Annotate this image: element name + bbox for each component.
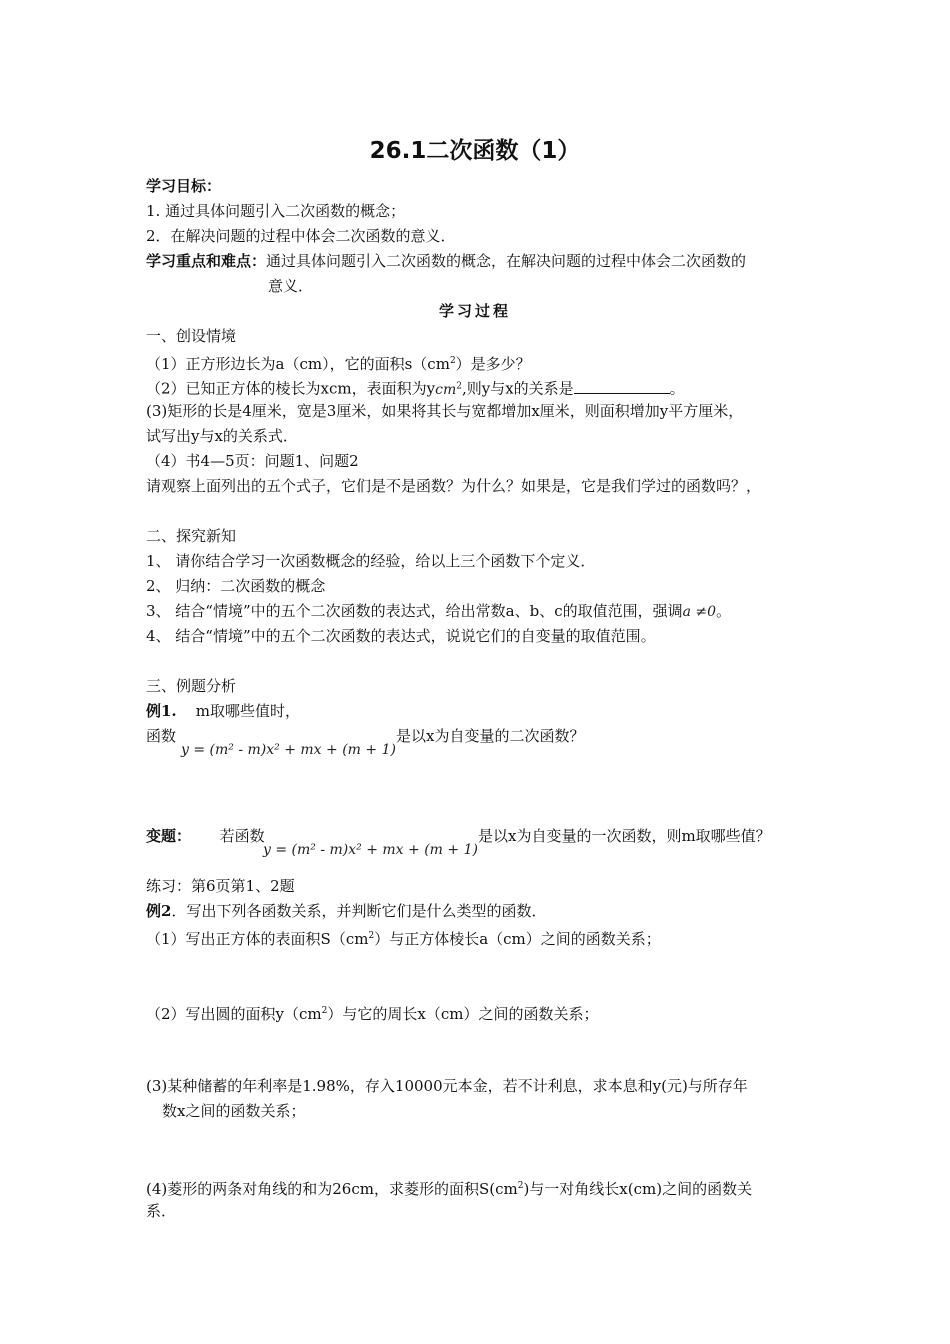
situation-q2: （2）已知正方体的棱长为xcm，表面积为ycm$^2$,则y与x的关系是 。 <box>146 379 685 398</box>
section-1-heading: 一、创设情境 <box>146 327 237 345</box>
example-2-q3-line2: 数x之间的函数关系； <box>162 1102 306 1120</box>
a-not-zero-math: a ≠0 <box>682 604 717 620</box>
variant-label: 变题： <box>146 827 192 845</box>
example-2-line: 例2．写出下列各函数关系，并判断它们是什么类型的函数． <box>146 902 547 920</box>
answer-blank[interactable] <box>574 381 670 394</box>
situation-q3-line2: 试写出y与x的关系式． <box>146 427 298 445</box>
cm-squared-math: $cm^2$ <box>435 381 462 398</box>
goal-1: 1. 通过具体问题引入二次函数的概念； <box>146 202 406 220</box>
example-1-suffix: 是以x为自变量的二次函数？ <box>396 727 585 745</box>
section-2-heading: 二、探究新知 <box>146 527 237 545</box>
goals-heading: 学习目标： <box>146 177 222 195</box>
explore-item-1: 1、 请你结合学习一次函数概念的经验，给以上三个函数下个定义． <box>146 552 596 570</box>
example-2-q3-line1: (3)某种储蓄的年利率是1.98%，存入10000元本金，若不计利息，求本息和y(元)与所存年 <box>146 1077 748 1095</box>
explore-item-2: 2、 归纳：二次函数的概念 <box>146 577 326 595</box>
example-2-q1: （1）写出正方体的表面积$S(cm^2)$与正方体棱长a（cm）之间的函数关系； <box>146 930 661 948</box>
example-1-prefix: 函数 <box>146 727 177 745</box>
variant-suffix: 是以x为自变量的一次函数，则m取哪些值？ <box>478 827 771 845</box>
example-2-label: 例2 <box>146 902 172 920</box>
example-1-label: 例1. <box>146 702 177 720</box>
situation-q3-line1: (3)矩形的长是4厘米，宽是3厘米，如果将其长与宽都增加x厘米，则面积增加y平方厘米， <box>146 402 744 420</box>
key-text-1: 通过具体问题引入二次函数的概念，在解决问题的过程中体会二次函数的 <box>266 252 747 270</box>
example-2-q4-line2: 系． <box>146 1202 177 1220</box>
example-2-q2: （2）写出圆的面积$y(cm^2)$与它的周长x（cm）之间的函数关系； <box>146 1005 599 1023</box>
practice-line: 练习：第6页第1、2题 <box>146 877 295 895</box>
example-1-line: 例1. m取哪些值时， <box>146 702 300 720</box>
variant-line: 变题： 若函数 <box>146 827 265 845</box>
explore-item-3: 3、 结合“情境”中的五个二次函数的表达式，给出常数a、b、c的取值范围，强调a ≠0。 <box>146 602 732 620</box>
process-heading: 学习过程 <box>438 302 511 320</box>
goal-2: 2．在解决问题的过程中体会二次函数的意义． <box>146 227 456 245</box>
variant-formula: y = (m² - m)x² + mx + (m + 1) <box>263 842 478 858</box>
page-title: 26.1二次函数（1） <box>369 138 581 164</box>
section-3-heading: 三、例题分析 <box>146 677 237 695</box>
example-2-q4: (4)菱形的两条对角线的和为26cm，求菱形的面积$S(cm^2)$与一对角线长x(cm)之间的函数关 <box>146 1180 753 1198</box>
example-1-formula: y = (m² - m)x² + mx + (m + 1) <box>181 742 396 758</box>
key-points <box>146 251 746 271</box>
situation-observe: 请观察上面列出的五个式子，它们是不是函数？为什么？如果是，它是我们学过的函数吗？， <box>146 477 762 495</box>
situation-q1: （1）正方形边长为a（cm），它的面积$s(cm^2)$是多少？ <box>146 355 531 373</box>
key-text-2: 意义． <box>268 277 314 295</box>
key-label: 学习重点和难点： <box>146 252 267 270</box>
situation-q4: （4）书4—5页：问题1、问题2 <box>146 452 359 470</box>
explore-item-4: 4、 结合“情境”中的五个二次函数的表达式，说说它们的自变量的取值范围。 <box>146 627 656 645</box>
